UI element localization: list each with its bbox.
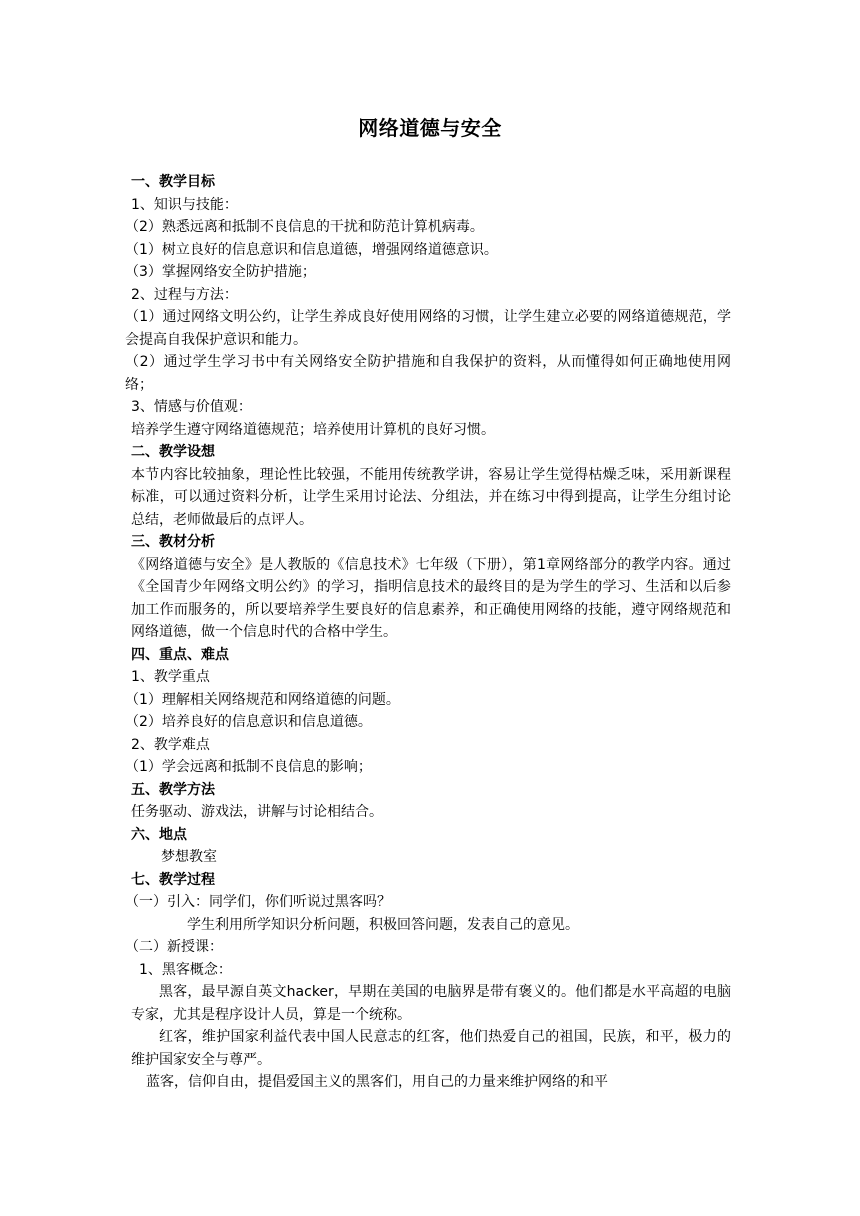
paragraph: 学生利用所学知识分析问题，积极回答问题，发表自己的意见。 — [187, 916, 579, 933]
paragraph: 《网络道德与安全》是人教版的《信息技术》七年级（下册），第1章网络部分的教学内容。通过《全国青少年网络文明公约》的学习，指明信息技术的最终目的是为学生的学习、生活和以后参加工作而服务的，所以要培养学生要良好的信息素养，和正确使用网络的技能，遵守网络规范和网络道德，做一个信息时代的合格中学生。 — [131, 556, 731, 640]
list-item: （3）掌握网络安全防护措施； — [125, 264, 316, 280]
list-item: （1）学会远离和抵制不良信息的影响； — [125, 759, 372, 775]
paragraph: 梦想教室 — [161, 849, 217, 865]
subheading-process: 2、过程与方法： — [131, 286, 238, 303]
section-heading-process: 七、教学过程 — [131, 871, 215, 888]
paragraph: （二）新授课： — [125, 939, 223, 955]
subheading-hacker: 1、黑客概念： — [139, 961, 232, 978]
section-heading-method: 五、教学方法 — [131, 781, 215, 798]
list-item: （1）理解相关网络规范和网络道德的问题。 — [125, 691, 400, 708]
paragraph: 蓝客，信仰自由，提倡爱国主义的黑客们，用自己的力量来维护网络的和平 — [146, 1074, 608, 1090]
list-item: （1）通过网络文明公约，让学生养成良好使用网络的习惯，让学生建立必要的网络道德规范，学会提高自我保护意识和能力。 — [125, 309, 731, 348]
subheading-difficulty: 2、教学难点 — [131, 736, 210, 753]
paragraph: 红客，维护国家利益代表中国人民意志的红客，他们热爱自己的祖国，民族，和平，极力的维护国家安全与尊严。 — [131, 1029, 731, 1068]
section-heading-design: 二、教学设想 — [131, 444, 215, 460]
list-item: （2）通过学生学习书中有关网络安全防护措施和自我保护的资料，从而懂得如何正确地使用网络； — [125, 354, 731, 393]
document-title: 网络道德与安全 — [358, 116, 502, 140]
section-heading-key: 四、重点、难点 — [131, 646, 229, 663]
list-item: （2）培养良好的信息意识和信息道德。 — [125, 714, 372, 730]
list-item: （2）熟悉远离和抵制不良信息的干扰和防范计算机病毒。 — [125, 219, 484, 235]
document-body — [125, 171, 731, 1094]
paragraph: 黑客，最早源自英文hacker，早期在美国的电脑界是带有褒义的。他们都是水平高超的电脑专家，尤其是程序设计人员，算是一个统称。 — [131, 984, 731, 1023]
paragraph: 本节内容比较抽象，理论性比较强，不能用传统教学讲，容易让学生觉得枯燥乏味，采用新课程标准，可以通过资料分析，让学生采用讨论法、分组法，并在练习中得到提高，让学生分组讨论总结，老师做最后的点评人。 — [131, 466, 731, 528]
subheading-knowledge: 1、知识与技能： — [131, 196, 238, 213]
list-item: （1）树立良好的信息意识和信息道德，增强网络道德意识。 — [125, 241, 498, 258]
subheading-focus: 1、教学重点 — [131, 669, 210, 685]
paragraph: 培养学生遵守网络道德规范；培养使用计算机的良好习惯。 — [131, 421, 495, 438]
subheading-emotion: 3、情感与价值观： — [131, 399, 252, 415]
paragraph: （一）引入：同学们，你们听说过黑客吗？ — [125, 894, 391, 910]
paragraph: 任务驱动、游戏法，讲解与讨论相结合。 — [131, 804, 383, 820]
section-heading-goals: 一、教学目标 — [131, 174, 215, 190]
section-heading-analysis: 三、教材分析 — [131, 534, 215, 550]
section-heading-location: 六、地点 — [131, 826, 187, 843]
